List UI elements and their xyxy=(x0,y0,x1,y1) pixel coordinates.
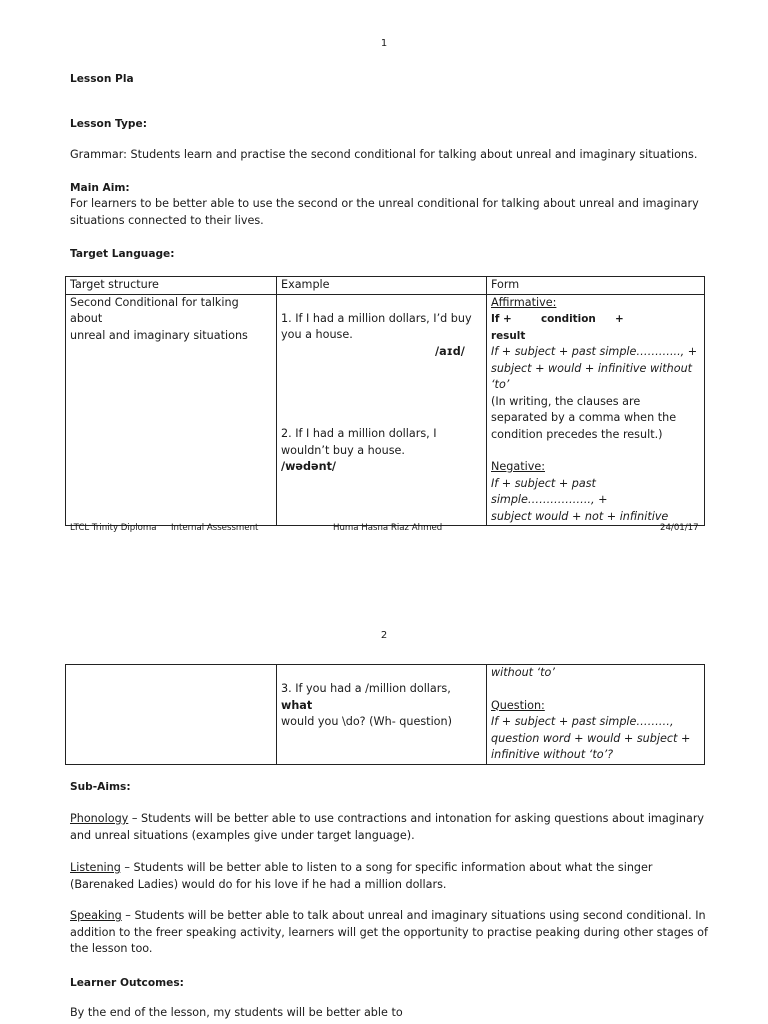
phonology-text: – Students will be better able to use contractions and intonation for asking questions about imaginary xyxy=(128,812,705,825)
formula-plus: + xyxy=(614,313,624,325)
form-continued: without ‘to’ xyxy=(491,666,555,679)
formula-result: result xyxy=(491,329,526,342)
example-2-line: wouldn’t buy a house. xyxy=(281,443,405,457)
negative-label: Negative: xyxy=(491,460,545,473)
main-aim-text xyxy=(70,196,710,229)
listening-paragraph xyxy=(70,860,710,893)
phonology-label: Phonology xyxy=(70,812,129,825)
page-number: 2 xyxy=(380,630,388,641)
header-example: Example xyxy=(277,277,487,295)
example-cell xyxy=(277,665,487,765)
table-row xyxy=(66,665,705,765)
target-language-table xyxy=(65,276,705,526)
listening-text: (Barenaked Ladies) would do for his love if he had a million dollars. xyxy=(70,877,447,891)
structure-cell xyxy=(66,294,277,526)
formula-if: If + xyxy=(491,313,512,325)
main-aim-line: For learners to be better able to use the second or the unreal conditional for talking about unreal and imaginary xyxy=(70,197,699,210)
speaking-text: – Students will be better able to talk about unreal and imaginary situations using second conditional. In xyxy=(121,909,706,922)
phonology-text: and unreal situations (examples give under target language). xyxy=(70,828,415,842)
example-cell xyxy=(277,294,487,526)
speaking-paragraph xyxy=(70,908,710,958)
example-1-ipa: /aɪd/ xyxy=(435,344,465,358)
footer-assessment: Internal Assessment xyxy=(171,523,259,533)
example-3-bold: what xyxy=(281,698,313,712)
main-aim-line: situations connected to their lives. xyxy=(70,213,264,227)
negative-line: If + subject + past simple…………….., + xyxy=(491,476,608,506)
speaking-text: the lesson too. xyxy=(70,942,153,955)
lesson-type-heading: Lesson Type: xyxy=(70,118,147,130)
affirmative-line: If + subject + past simple………..., + xyxy=(491,345,698,358)
negative-line: subject would + not + infinitive xyxy=(491,509,669,523)
form-cell xyxy=(487,665,705,765)
table-row xyxy=(66,294,705,526)
structure-line: unreal and imaginary situations xyxy=(70,328,248,342)
header-form: Form xyxy=(487,277,705,295)
learner-outcomes-text: By the end of the lesson, my students will be better able to xyxy=(70,1006,403,1019)
question-label: Question: xyxy=(491,698,545,712)
structure-cell xyxy=(66,665,277,765)
document-title: Lesson Pla xyxy=(70,73,134,85)
footer-author: Huma Hasna Riaz Ahmed xyxy=(333,523,443,533)
note-line: condition precedes the result.) xyxy=(491,427,663,441)
speaking-label: Speaking xyxy=(70,909,122,922)
footer-date: 24/01/17 xyxy=(660,523,699,533)
affirmative-line: subject + would + infinitive without xyxy=(491,361,693,375)
main-aim-heading: Main Aim: xyxy=(70,182,130,194)
question-line: If + subject + past simple………, xyxy=(491,715,674,728)
formula-condition: condition xyxy=(540,313,596,325)
target-language-heading: Target Language: xyxy=(70,248,175,260)
listening-text: – Students will be better able to listen to a song for specific information about what the singer xyxy=(120,861,653,874)
formula xyxy=(491,311,700,328)
speaking-text: addition to the freer speaking activity, learners will get the opportunity to practise peaking during other stages of xyxy=(70,925,708,939)
header-target-structure: Target structure xyxy=(66,277,277,295)
example-2-ipa: /wədənt/ xyxy=(281,460,337,473)
phonology-paragraph xyxy=(70,811,710,844)
example-2-line: 2. If I had a million dollars, I xyxy=(281,427,437,440)
table-header-row xyxy=(66,277,705,295)
note-line: separated by a comma when the xyxy=(491,411,677,424)
structure-line: Second Conditional for talking about xyxy=(70,295,239,325)
note-line: (In writing, the clauses are xyxy=(491,394,641,408)
question-line: question word + would + subject + xyxy=(491,731,691,745)
page-number: 1 xyxy=(380,38,388,49)
example-1-line: you a house. xyxy=(281,328,353,341)
form-cell xyxy=(487,294,705,526)
example-1-line: 1. If I had a million dollars, I’d buy xyxy=(281,311,472,325)
footer-course: LTCL Trinity Diploma xyxy=(70,523,157,533)
target-language-table-continued xyxy=(65,664,705,765)
sub-aims-heading: Sub-Aims: xyxy=(70,781,131,793)
example-3-line xyxy=(281,681,482,714)
lesson-type-text: Grammar: Students learn and practise the second conditional for talking about unreal and imaginary situations. xyxy=(70,148,698,161)
learner-outcomes-heading: Learner Outcomes: xyxy=(70,977,184,989)
affirmative-line: ‘to’ xyxy=(491,378,510,391)
question-line: infinitive without ‘to’? xyxy=(491,748,614,761)
affirmative-label: Affirmative: xyxy=(491,295,557,309)
example-3-text: 3. If you had a /million dollars, xyxy=(281,682,451,695)
example-3-line: would you \do? (Wh- question) xyxy=(281,715,452,728)
listening-label: Listening xyxy=(70,861,121,874)
